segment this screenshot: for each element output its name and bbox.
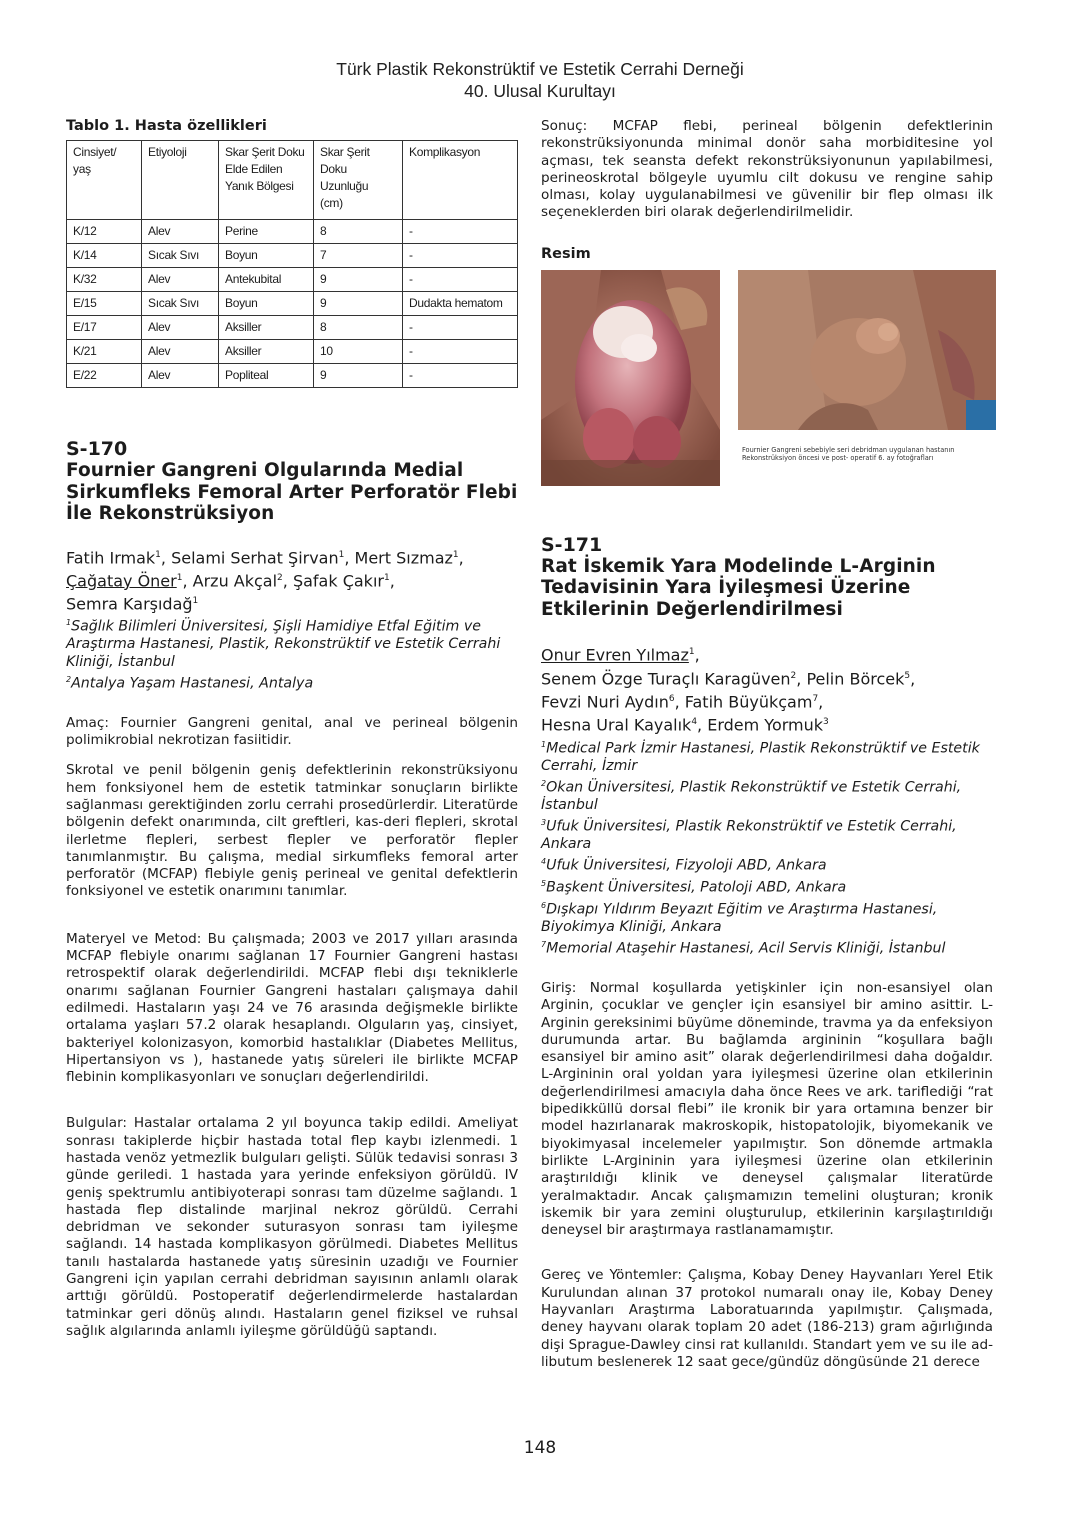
table-cell: - (403, 244, 518, 268)
s170-title: Fournier Gangreni Olgularında Medial Sirkumfleks Femoral Arter Perforatör Flebi İle Rekonstrüksiyon (66, 460, 518, 524)
s171-affiliations (541, 736, 993, 958)
s170-sonuc: Sonuç: MCFAP flebi, perineal bölgenin defektlerinin rekonstrüksiyonunda minimal donör saha morbiditesine yol açması, tek seansta defekt rekonstrüksiyonunun yapılabilmesi, perineoskrotal bölgeyle uyumlu cilt dokusu ve rengine sahip olması, kolay uygulanabilmesi ve güvenilir bir flep olması ilk seçeneklerden biri olarak değerlendirilmelidir. (541, 118, 993, 221)
table-cell: - (403, 316, 518, 340)
table-cell: Alev (142, 364, 219, 388)
table-cell: Alev (142, 268, 219, 292)
table-cell: 9 (314, 268, 403, 292)
author-name: Senem Özge Turaçlı Karagüven (541, 668, 791, 688)
header-society: Türk Plastik Rekonstrüktif ve Estetik Cerrahi Derneği (336, 59, 744, 79)
header-congress: 40. Ulusal Kurultayı (464, 81, 616, 101)
table-cell: K/12 (67, 220, 142, 244)
table-cell: Alev (142, 220, 219, 244)
affiliation: $^4$Ufuk Üniversitesi, Fizyoloji ABD, Ankara (541, 857, 827, 874)
table-cell: 7 (314, 244, 403, 268)
table-cell: - (403, 364, 518, 388)
table-cell: Antekubital (219, 268, 314, 292)
figure-label: Resim (541, 245, 591, 262)
affiliation: $^6$Dışkapı Yıldırım Beyazıt Eğitim ve Araştırma Hastanesi, Biyokimya Kliniği, Ankara (541, 900, 938, 935)
table-cell: Boyun (219, 244, 314, 268)
presenting-author-name: Onur Evren Yılmaz (541, 645, 689, 665)
affiliation: $^7$Memorial Ataşehir Hastanesi, Acil Servis Kliniği, İstanbul (541, 940, 946, 957)
table-cell: K/21 (67, 340, 142, 364)
s170-code: S-170 (66, 438, 128, 460)
author-name: Hesna Ural Kayalık (541, 715, 692, 735)
table-row (67, 316, 518, 340)
table-cell: Alev (142, 316, 219, 340)
s170-materyel-metod: Materyel ve Metod: Bu çalışmada; 2003 ve 2017 yılları arasında MCFAP flebiyle onarımı sağlanan 17 Fournier Gangreni hastası retrospektif olarak değerlendirildi. MCFAP flebi dışı tekniklerle onarımı sağlanan Fournier Gangreni hastaları çalışmaya dahil edilmedi. Hastaların yaşı 24 ve 76 arasında değişmekle birlikte ortalama yaşları 57.2 olarak hesaplandı. Olguların yaş, cinsiyet, bakteriyel kolonizasyon, komorbid hastalıklar (Diabetes Mellitus, Hipertansiyon vs ), hastanede yatış süreleri ile birlikte MCFAP flebinin komplikasyonları ve sonuçları değerlendirildi. (66, 930, 518, 1086)
patient-table (66, 140, 518, 388)
affiliation: $^3$Ufuk Üniversitesi, Plastik Rekonstrüktif ve Estetik Cerrahi, Ankara (541, 817, 957, 852)
affiliation: $^5$Başkent Üniversitesi, Patoloji ABD, Ankara (541, 878, 847, 896)
table-cell: Alev (142, 340, 219, 364)
table-cell: 8 (314, 316, 403, 340)
table-cell: Aksiller (219, 340, 314, 364)
page-number: 148 (523, 1438, 557, 1458)
affiliation: $^1$Sağlık Bilimleri Üniversitesi, Şişli Hamidiye Etfal Eğitim ve Araştırma Hastanesi, Plastik, Rekonstrüktif ve Estetik Cerrahi Kliniği, İstanbul (66, 618, 501, 670)
table-caption: Tablo 1. Hasta özellikleri (66, 118, 267, 134)
s171-code: S-171 (541, 533, 603, 556)
table-cell: - (403, 340, 518, 364)
page-header (0, 58, 1080, 102)
s170-amac: Amaç: Fournier Gangreni genital, anal ve perineal bölgenin polimikrobial nekrotizan fasiitidir. (66, 714, 518, 749)
table-row (67, 244, 518, 268)
author-name: Arzu Akçal (192, 571, 278, 591)
table-cell: 8 (314, 220, 403, 244)
s170-affiliations (66, 614, 518, 692)
table-row (67, 220, 518, 244)
table-row (67, 364, 518, 388)
table-cell: E/22 (67, 364, 142, 388)
author-name: Semra Karşıdağ (66, 594, 193, 614)
s170-authors: Fatih Irmak$^1$, Selami Serhat Şirvan$^1$, Mert Sızmaz$^1$, Çağatay Öner$^1$, Arzu Akçal$^2$, Şafak Çakır$^1$, Semra Karşıdağ$^1$ (66, 547, 464, 614)
s170-intro: Skrotal ve penil bölgenin geniş defektlerinin rekonstrüksiyonu hem fonksiyonel hem de estetik tatminkar sonuçların birlikte sağlanması gerektiğinden zorlu cerrahi prosedürlerdir. Literatürde bölgenin defekt onarımında, cilt greftleri, kas-deri flepleri, skrotal ilerletme flepleri, serbest flepler ve perforatör flepler tanımlanmıştır. Bu çalışma, medial sirkumfleks femoral arter perforatör (MCFAP) flebiyle geniş perineal ve genital defektlerin fonksiyonel ve estetik onarımını tanımlar. (66, 762, 518, 900)
s171-gerec-yontem: Gereç ve Yöntemler: Çalışma, Kobay Deney Hayvanları Yerel Etik Kurulundan alınan 37 protokol numaralı onay ile, Kobay Deney Hayvanları Araştırma Laboratuarında yapılmıştır. Çalışmada, deney hayvanı olarak toplam 20 adet (186-213) gram ağırlığında dişi Sprague-Dawley cinsi rat kullanıldı. Standart yem ve su ile ad-libutum beslenerek 12 saat gece/gündüz döngüsünde 21 derece (541, 1267, 993, 1370)
table-row (67, 340, 518, 364)
presenting-author-name: Çağatay Öner (66, 571, 177, 591)
table-cell: E/17 (67, 316, 142, 340)
s171-giris: Giriş: Normal koşullarda yetişkinler için non-esansiyel olan Arginin, çocuklar ve gençler için esansiyel bir amino asittir. L-Arginin gereksinimi büyüme döneminde, travma ya da enfeksiyon durumunda artar. Bu bağlamda argininin “koşullara bağlı esansiyel bir amino asit” olarak değerlendirilmesi daha doğaldır. L-Argininin oral yoldan yara iyileşmesi üzerine olan etkilerinin değerlendirilmesi amacıyla daha önce Rees ve ark. tarifledіği “rat bipedikküllü dorsal flebi” ile kronik bir yara ortamına benzer bir model hazırlanarak makroskopik, histopatolojik, biyomekanik ve biyokimyasal incelemeler yapılmıştır. Son dönemde artmakla birlikte L-Argininin yara iyileşmesi üzerine olan etkilerinin araştırıldığı klinik ve deneysel çalışmalar literatürde yeralmaktadır. Ancak çalışmamızın temelini oluşturan; kronik iskemik bir yara zemini oluşturulup, etkilerinin karşılaştırıldığı deneysel bir araştırmaya rastlanamamıştır. (541, 979, 993, 1239)
author-name: Selami Serhat Şirvan (171, 547, 339, 567)
author-name: Erdem Yormuk (707, 715, 824, 735)
header-cell-sex-age: Cinsiyet/ yaş (67, 141, 142, 220)
table-cell: Sıcak Sıvı (142, 244, 219, 268)
table-cell: E/15 (67, 292, 142, 316)
table-cell: K/32 (67, 268, 142, 292)
postoperative-photo (738, 270, 996, 430)
table-cell: Dudakta hematom (403, 292, 518, 316)
table-cell: Perine (219, 220, 314, 244)
table-cell: Boyun (219, 292, 314, 316)
table-cell: 9 (314, 292, 403, 316)
table-cell: 9 (314, 364, 403, 388)
table-cell: Aksiller (219, 316, 314, 340)
table-cell: 10 (314, 340, 403, 364)
affiliation: $^2$Antalya Yaşam Hastanesi, Antalya (66, 674, 314, 692)
header-cell-etiology: Etiyoloji (142, 141, 219, 220)
table-cell: K/14 (67, 244, 142, 268)
right-column (541, 118, 993, 1371)
author-name: Mert Sızmaz (354, 547, 453, 567)
figure-caption: Fournier Gangreni sebebiyle seri debridman uygulanan hastanın Rekonstrüksiyon öncesi ve post- operatif 6. ay fotoğrafları (742, 445, 955, 463)
table-cell: Sıcak Sıvı (142, 292, 219, 316)
figure (541, 270, 993, 486)
table-header-row (67, 141, 518, 220)
s171-title: Rat İskemik Yara Modelinde L-Arginin Tedavisinin Yara İyileşmesi Üzerine Etkilerinin Değerlendirilmesi (541, 555, 936, 620)
table-cell: - (403, 220, 518, 244)
affiliation: $^1$Medical Park İzmir Hastanesi, Plastik Rekonstrüktif ve Estetik Cerrahi, İzmir (541, 739, 980, 774)
author-name: Fatih Irmak (66, 547, 156, 567)
table-cell: Popliteal (219, 364, 314, 388)
left-column (66, 118, 518, 1340)
table-row (67, 292, 518, 316)
author-name: Şafak Çakır (292, 571, 384, 591)
table-row (67, 268, 518, 292)
preoperative-photo (541, 270, 720, 486)
header-cell-complication: Komplikasyon (403, 141, 518, 220)
author-name: Fatih Büyükçam (684, 692, 813, 712)
author-name: Pelin Börcek (806, 668, 905, 688)
author-name: Fevzi Nuri Aydın (541, 692, 669, 712)
s170-bulgular: Bulgular: Hastalar ortalama 2 yıl boyunca takip edildi. Ameliyat sonrası takiplerde hiçbir hastada total flep kaybı izlenmedi. 1 hastada venöz yetmezlik bulguları gelişti. Sülük tedavisi sonrası 3 günde geriledi. 1 hastada yara yerinde enfeksiyon görüldü. IV geniş spektrumlu antibiyoterapi sonrası tam düzelme sağlandı. 1 hastada flep distalinde marjinal nekroz görüldü. Cerrahi debridman ve sekonder suturasyon sonrası tam iyileşme sağlandı. 14 hastada komplikasyon görülmedi. Diabetes Mellitus tanılı hastalarda hastanede yatış süresinin uzadığı ve Fournier Gangreni için yapılan cerrahi debridman sayısının anlamlı olarak arttığı görüldü. Postoperatif değerlendirmelerde hastalardan tatminkar geri dönüş alındı. Hastaların genel fiziksel ve ruhsal sağlık algılarında anlamlı iyileşme görüldüğü saptandı. (66, 1115, 518, 1339)
header-cell-region: Skar Şerit Doku Elde Edilen Yanık Bölgesi (219, 141, 314, 220)
table-cell: - (403, 268, 518, 292)
affiliation: $^2$Okan Üniversitesi, Plastik Rekonstrüktif ve Estetik Cerrahi, İstanbul (541, 778, 962, 813)
header-cell-length: Skar Şerit Doku Uzunluğu (cm) (314, 141, 403, 220)
s171-authors: Onur Evren Yılmaz$^1$, Senem Özge Turaçlı Karagüven$^2$, Pelin Börcek$^5$, Fevzi Nuri Aydın$^6$, Fatih Büyükçam$^7$, Hesna Ural Kayalık$^4$, Erdem Yormuk$^3$ (541, 645, 916, 735)
